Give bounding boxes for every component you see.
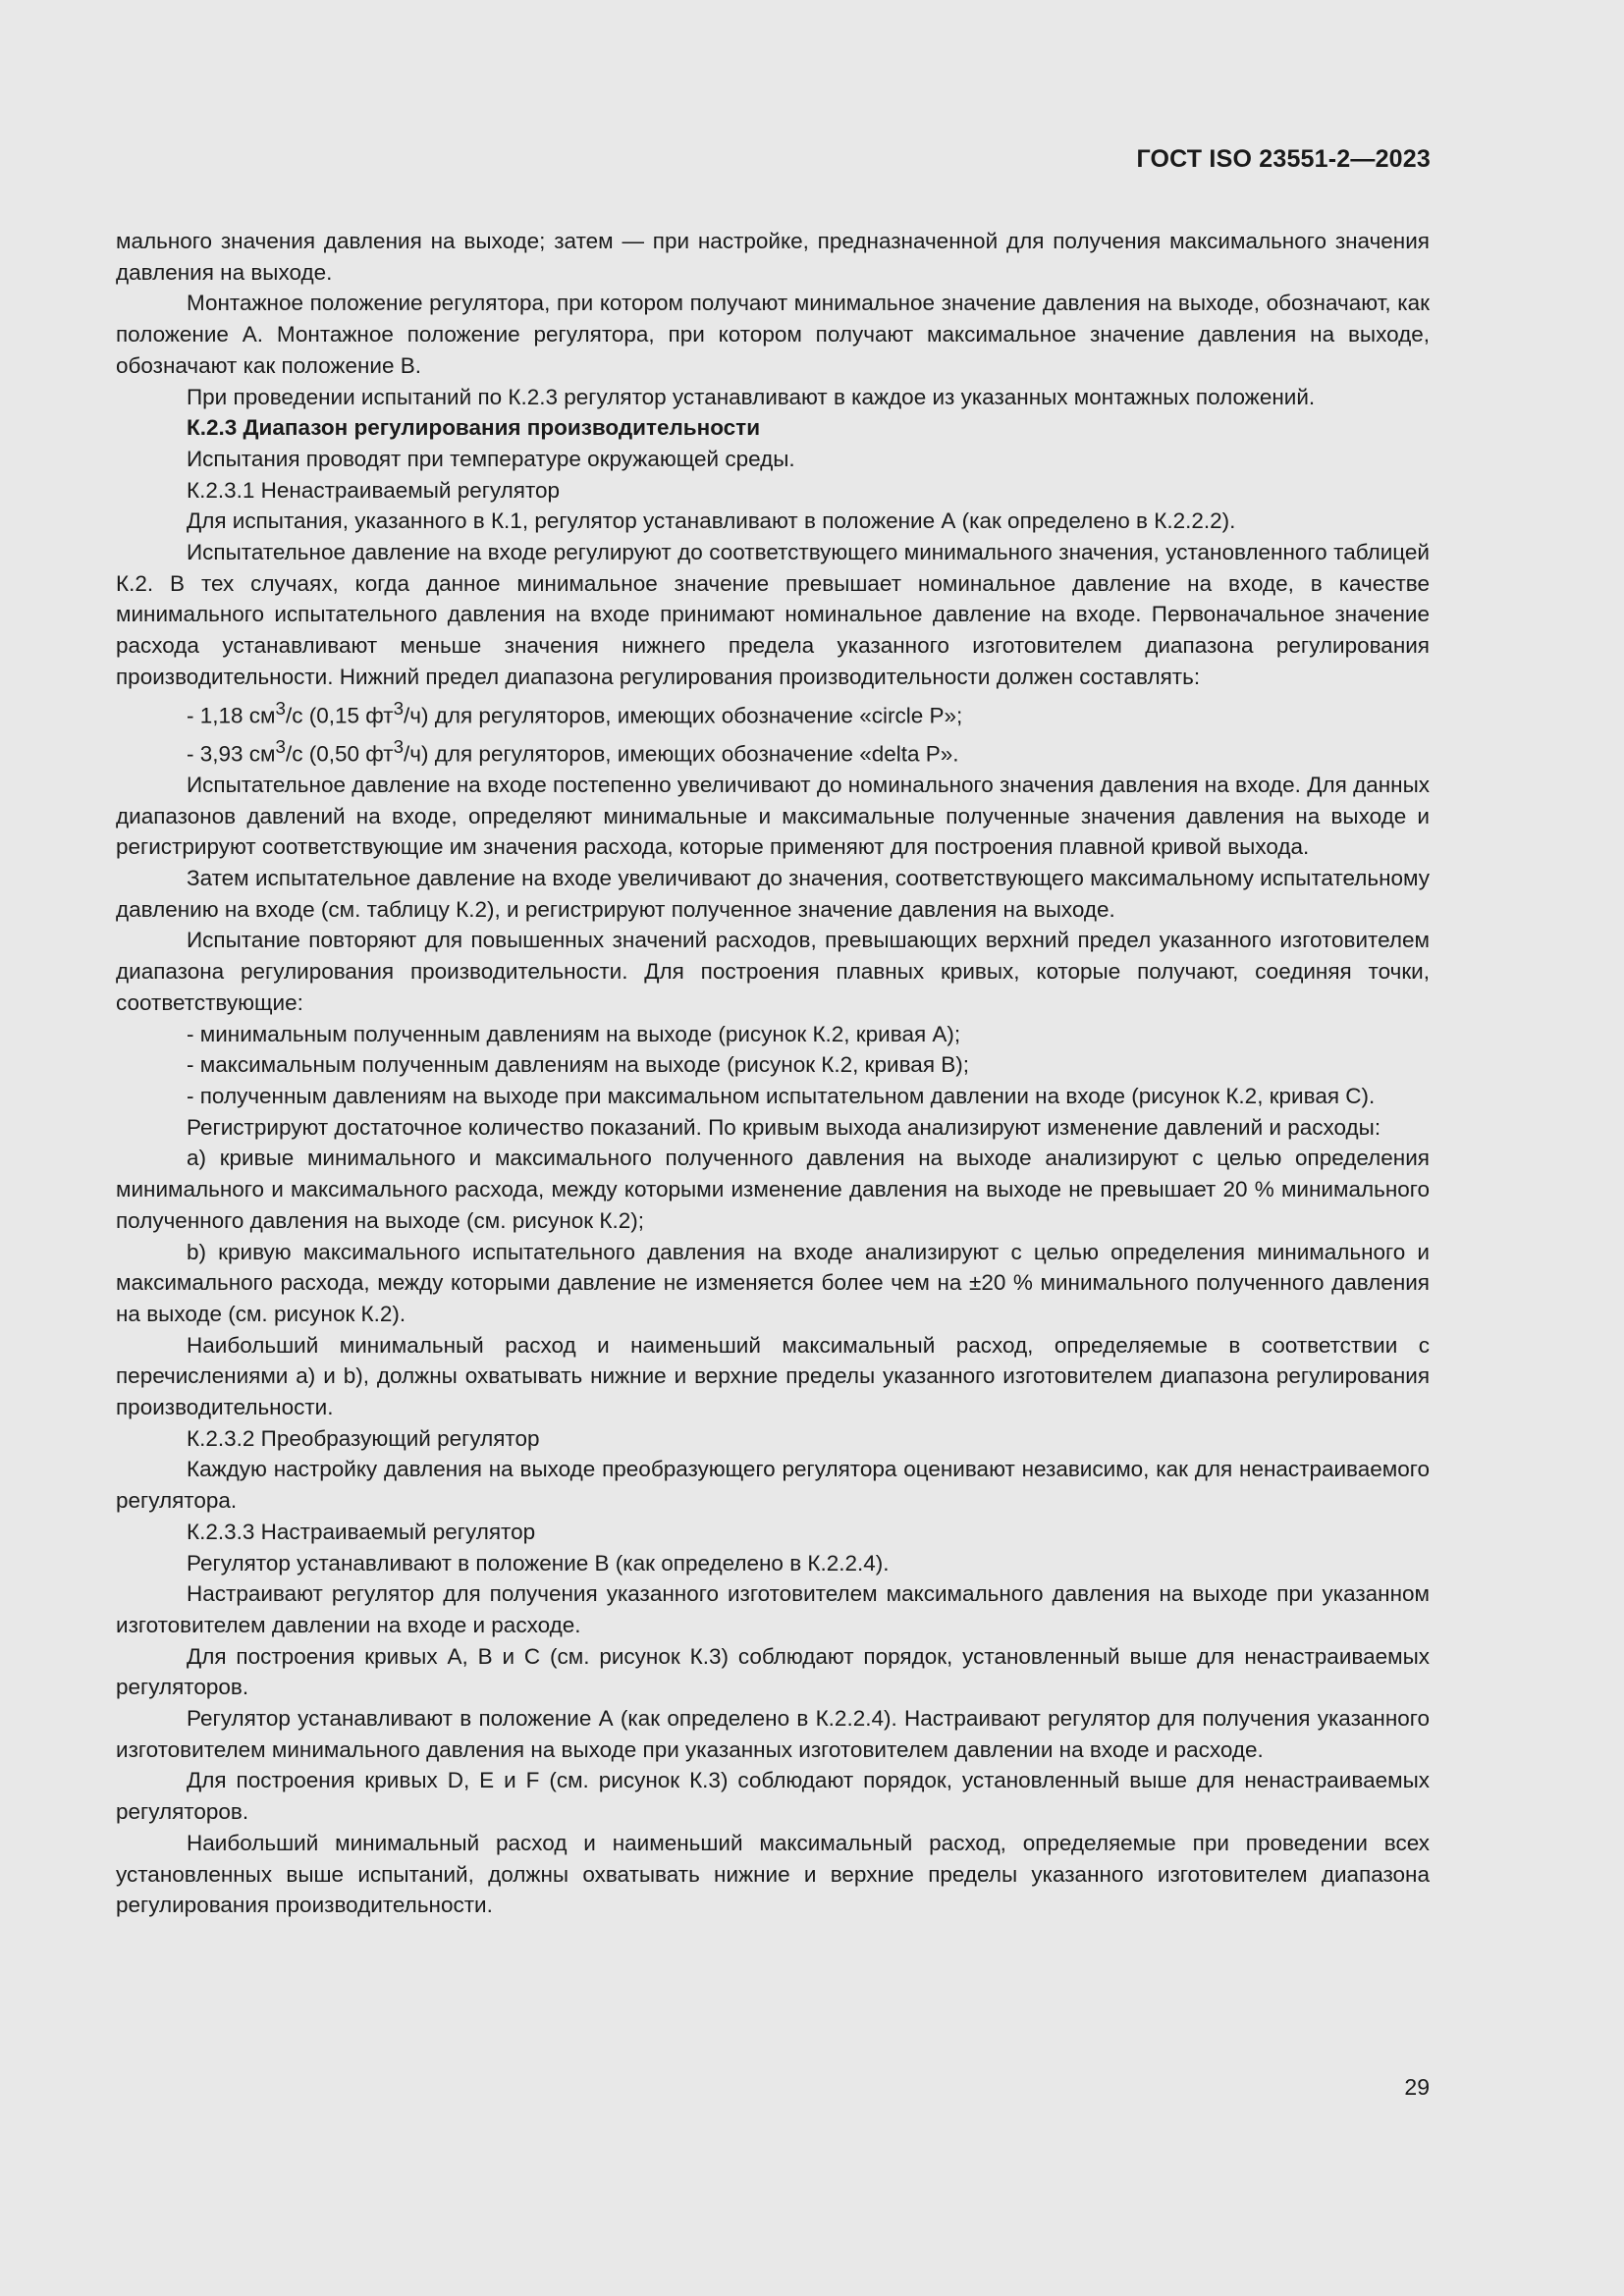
paragraph: мального значения давления на выходе; затем — при настройке, предназначенной для получения максимального значения давления на выходе. bbox=[116, 229, 1430, 285]
enumerated-item: b) кривую максимального испытательного давления на входе анализируют с целью определения минимального и максимального расхода, между которыми давление не изменяется более чем на ±20 % минимального полученного давления на выходе (см. рисунок К.2). bbox=[116, 1239, 1430, 1326]
flow-unit-text: /с (0,15 фт bbox=[285, 703, 394, 728]
flow-unit-text: /ч) для регуляторов, имеющих обозначение «circle P»; bbox=[404, 703, 963, 728]
paragraph: Регулятор устанавливают в положение В (как определено в К.2.2.4). bbox=[187, 1550, 890, 1575]
superscript: 3 bbox=[393, 735, 405, 757]
paragraph: Регулятор устанавливают в положение А (как определено в К.2.2.4). Настраивают регулятор для получения указанного изготовителем минимального давления на выходе при указанных изготовителем давлении на входе и расходе. bbox=[116, 1706, 1430, 1762]
flow-unit-text: /ч) для регуляторов, имеющих обозначение «delta P». bbox=[404, 741, 959, 767]
subsection-heading: К.2.3.1 Ненастраиваемый регулятор bbox=[187, 477, 561, 503]
paragraph: Каждую настройку давления на выходе преобразующего регулятора оценивают независимо, как для ненастраиваемого регулятора. bbox=[116, 1457, 1430, 1514]
flow-value: 3,93 см bbox=[199, 741, 276, 767]
list-item bbox=[116, 693, 1430, 731]
paragraph: Для построения кривых D, Е и F (см. рисунок К.3) соблюдают порядок, установленный выше для ненастраиваемых регуляторов. bbox=[116, 1768, 1430, 1825]
list-item: - минимальным полученным давлениям на выходе (рисунок К.2, кривая А); bbox=[187, 1021, 961, 1046]
list-item: - полученным давлениям на выходе при максимальном испытательном давлении на входе (рисунок К.2, кривая С). bbox=[187, 1083, 1376, 1108]
paragraph: Наибольший минимальный расход и наименьший максимальный расход, определяемые в соответствии с перечислениями а) и b), должны охватывать нижние и верхние пределы указанного изготовителем диапазона регулирования производительности. bbox=[116, 1332, 1430, 1420]
document-body bbox=[116, 226, 1430, 1921]
superscript: 3 bbox=[393, 697, 405, 719]
document-code-header: ГОСТ ISO 23551-2—2023 bbox=[1136, 145, 1431, 173]
list-item: - максимальным полученным давлениям на выходе (рисунок К.2, кривая В); bbox=[187, 1052, 970, 1078]
section-heading: К.2.3 Диапазон регулирования производительности bbox=[187, 415, 761, 441]
subsection-heading: К.2.3.2 Преобразующий регулятор bbox=[187, 1425, 540, 1451]
paragraph: Испытания проводят при температуре окружающей среды. bbox=[187, 446, 795, 471]
paragraph: Для испытания, указанного в К.1, регулятор устанавливают в положение А (как определено в К.2.2.2). bbox=[187, 508, 1236, 534]
list-item-dash: - bbox=[187, 703, 200, 728]
list-item-dash: - bbox=[187, 741, 200, 767]
subsection-heading: К.2.3.3 Настраиваемый регулятор bbox=[187, 1519, 536, 1544]
paragraph: Наибольший минимальный расход и наименьший максимальный расход, определяемые при проведении всех установленных выше испытаний, должны охватывать нижние и верхние пределы указанного изготовителем диапазона регулирования производительности. bbox=[116, 1830, 1430, 1918]
enumerated-item: a) кривые минимального и максимального полученного давления на выходе анализируют с целью определения минимального и максимального расхода, между которыми изменение давления на выходе не превышает 20 % минимального полученного давления на выходе (см. рисунок К.2); bbox=[116, 1146, 1430, 1233]
paragraph: При проведении испытаний по К.2.3 регулятор устанавливают в каждое из указанных монтажных положений. bbox=[187, 384, 1316, 409]
superscript: 3 bbox=[275, 697, 286, 719]
paragraph: Затем испытательное давление на входе увеличивают до значения, соответствующего максимальному испытательному давлению на входе (см. таблицу К.2), и регистрируют полученное значение давления на выходе. bbox=[116, 866, 1430, 922]
superscript: 3 bbox=[275, 735, 286, 757]
paragraph: Монтажное положение регулятора, при котором получают минимальное значение давления на выходе, обозначают, как положение А. Монтажное положение регулятора, при котором получают максимальное значение давления на выходе, обозначают как положение В. bbox=[116, 291, 1430, 378]
paragraph: Регистрируют достаточное количество показаний. По кривым выхода анализируют изменение давлений и расходы: bbox=[187, 1114, 1381, 1140]
paragraph: Настраивают регулятор для получения указанного изготовителем максимального давления на выходе при указанном изготовителем давлении на входе и расходе. bbox=[116, 1581, 1430, 1637]
paragraph: Для построения кривых А, В и С (см. рисунок К.3) соблюдают порядок, установленный выше для ненастраиваемых регуляторов. bbox=[116, 1643, 1430, 1700]
paragraph: Испытание повторяют для повышенных значений расходов, превышающих верхний предел указанного изготовителем диапазона регулирования производительности. Для построения плавных кривых, которые получают, соединяя точки, соответствующие: bbox=[116, 928, 1430, 1015]
paragraph: Испытательное давление на входе постепенно увеличивают до номинального значения давления на входе. Для данных диапазонов давлений на входе, определяют минимальные и максимальные полученные значения давления на выходе и регистрируют соответствующие им значения расхода, которые применяют для построения плавной кривой выхода. bbox=[116, 772, 1430, 860]
list-item bbox=[116, 731, 1430, 770]
page-number: 29 bbox=[1404, 2074, 1430, 2100]
paragraph: Испытательное давление на входе регулируют до соответствующего минимального значения, установленного таблицей К.2. В тех случаях, когда данное минимальное значение превышает номинальное давление на входе, в качестве минимального испытательного давления на входе принимают номинальное давление на входе. Первоначальное значение расхода устанавливают меньше значения нижнего предела указанного изготовителем диапазона регулирования производительности. Нижний предел диапазона регулирования производительности должен составлять: bbox=[116, 540, 1430, 689]
flow-unit-text: /с (0,50 фт bbox=[285, 741, 394, 767]
flow-value: 1,18 см bbox=[199, 703, 276, 728]
